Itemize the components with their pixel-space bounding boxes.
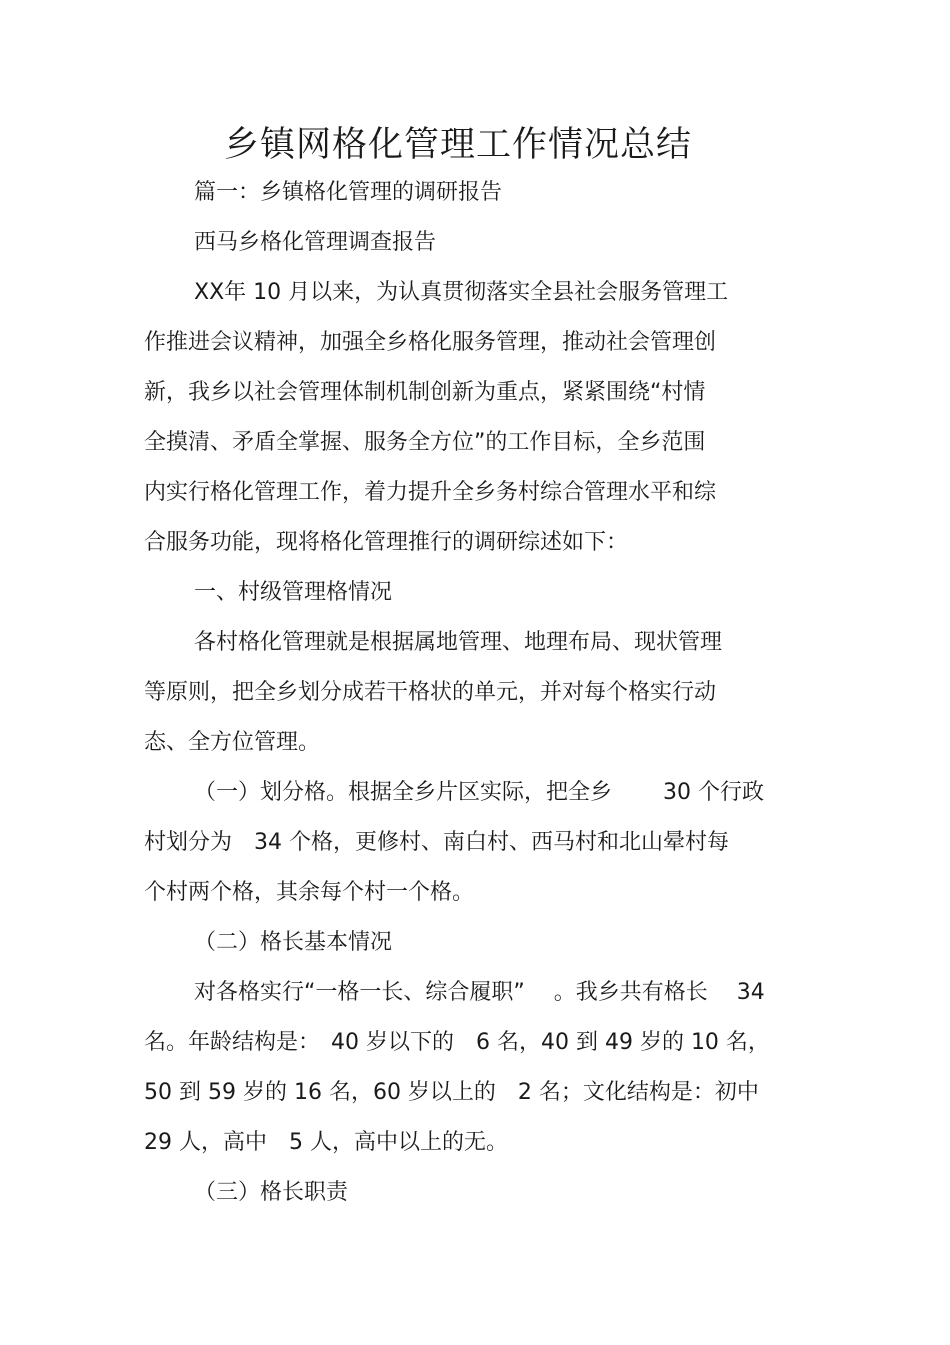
paragraph-line: 名。年龄结构是： 40 岁以下的 6 名，40 到 49 岁的 10 名， [144, 1030, 770, 1055]
subsection-heading: （三）格长职责 [194, 1180, 349, 1205]
paragraph-line: （一）划分格。根据全乡片区实际，把全乡 30 个行政 [194, 780, 764, 805]
paragraph-line: 新，我乡以社会管理体制机制创新为重点，紧紧围绕“村情 [144, 380, 706, 405]
paragraph-line: 态、全方位管理。 [144, 730, 321, 755]
subsection-heading: 一、村级管理格情况 [194, 580, 393, 605]
paragraph-line: 29 人，高中 5 人，高中以上的无。 [144, 1130, 508, 1155]
paragraph-line: 作推进会议精神，加强全乡格化服务管理，推动社会管理创 [144, 330, 717, 355]
paragraph-line: 50 到 59 岁的 16 名，60 岁以上的 2 名；文化结构是：初中 [144, 1080, 759, 1105]
paragraph-line: 全摸清、矛盾全掌握、服务全方位”的工作目标，全乡范围 [144, 430, 706, 455]
paragraph-line: 合服务功能，现将格化管理推行的调研综述如下： [144, 530, 629, 555]
paragraph-line: 等原则，把全乡划分成若干格状的单元，并对每个格实行动 [144, 680, 717, 705]
paragraph-line: 村划分为 34 个格，更修村、南白村、西马村和北山晕村每 [144, 830, 729, 855]
report-title: 西马乡格化管理调查报告 [194, 230, 437, 255]
paragraph-line: XX年 10 月以来，为认真贯彻落实全县社会服务管理工 [194, 280, 729, 305]
section-heading: 篇一：乡镇格化管理的调研报告 [194, 180, 503, 205]
paragraph-line: 各村格化管理就是根据属地管理、地理布局、现状管理 [194, 630, 723, 655]
document-title: 乡镇网格化管理工作情况总结 [223, 125, 692, 165]
paragraph-line: 个村两个格，其余每个村一个格。 [144, 880, 475, 905]
subsection-heading: （二）格长基本情况 [194, 930, 393, 955]
paragraph-line: 对各格实行“一格一长、综合履职” 。我乡共有格长 34 [194, 980, 765, 1005]
paragraph-line: 内实行格化管理工作，着力提升全乡务村综合管理水平和综 [144, 480, 717, 505]
